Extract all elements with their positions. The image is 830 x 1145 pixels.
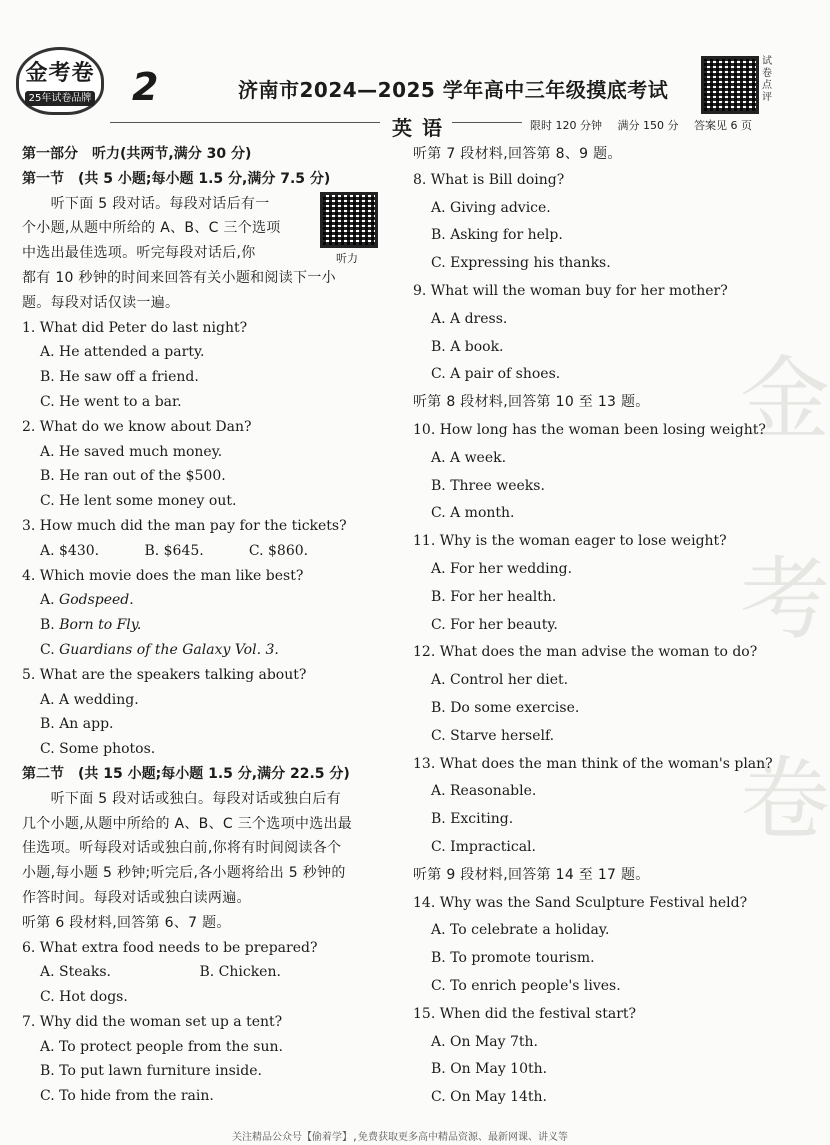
option[interactable]: C. To hide from the rain. — [40, 1088, 214, 1105]
option[interactable]: B. To put lawn furniture inside. — [40, 1063, 262, 1080]
question-5: 5. What are the speakers talking about? — [22, 666, 307, 683]
logo-text: 金考卷 — [25, 60, 95, 86]
option[interactable]: B. Do some exercise. — [431, 699, 580, 716]
right-column — [413, 142, 830, 1112]
option-row — [22, 960, 392, 985]
option[interactable]: A. Control her diet. — [431, 672, 569, 689]
option-text: Godspeed. — [59, 592, 134, 609]
option[interactable]: A. A wedding. — [40, 691, 139, 708]
listening-qr-label: 听力 — [336, 252, 358, 265]
logo-badge: 25年试卷品牌 — [25, 91, 95, 106]
option[interactable]: A. For her wedding. — [431, 560, 573, 577]
header-divider-right — [452, 122, 522, 123]
option[interactable]: B. Exciting. — [431, 811, 514, 828]
option[interactable]: B. On May 10th. — [431, 1061, 548, 1078]
instruction-line: 作答时间。每段对话或独白读两遍。 — [22, 889, 251, 906]
option[interactable]: C. A pair of shoes. — [431, 366, 561, 383]
question-8: 8. What is Bill doing? — [413, 171, 565, 188]
option[interactable]: B. Three weeks. — [431, 477, 545, 494]
instruction-line: 题。每段对话仅读一遍。 — [22, 294, 180, 311]
instruction-line: 中选出最佳选项。听完每段对话后,你 — [22, 245, 256, 262]
instruction-line: 都有 10 秒钟的时间来回答有关小题和阅读下一小 — [22, 269, 336, 286]
option-text: Born to Fly. — [59, 617, 142, 634]
option[interactable]: B. To promote tourism. — [431, 950, 595, 967]
option-letter: C. — [40, 641, 60, 658]
option[interactable] — [22, 588, 392, 613]
option[interactable]: A. $430. — [40, 542, 100, 559]
question-3: 3. How much did the man pay for the tickets? — [22, 517, 347, 534]
option[interactable]: C. He went to a bar. — [40, 393, 182, 410]
left-column — [22, 142, 392, 1109]
option[interactable]: B. For her health. — [431, 588, 557, 605]
review-qr-code-icon[interactable] — [701, 56, 759, 114]
option[interactable]: A. To celebrate a holiday. — [431, 922, 610, 939]
option[interactable]: C. A month. — [431, 505, 515, 522]
option[interactable]: A. On May 7th. — [431, 1033, 538, 1050]
paper-number: 2 — [132, 65, 159, 109]
option[interactable]: C. To enrich people's lives. — [431, 977, 621, 994]
option[interactable]: C. Hot dogs. — [40, 989, 128, 1006]
option[interactable]: B. Asking for help. — [431, 227, 563, 244]
option[interactable]: B. He ran out of the $500. — [40, 468, 226, 485]
option[interactable]: C. Expressing his thanks. — [431, 255, 611, 272]
brand-logo — [16, 47, 104, 115]
segment-heading: 听第 9 段材料,回答第 14 至 17 题。 — [413, 866, 650, 883]
option[interactable]: C. Starve herself. — [431, 727, 555, 744]
segment-heading: 听第 7 段材料,回答第 8、9 题。 — [413, 146, 622, 162]
full-score: 满分 150 分 — [617, 119, 679, 132]
question-10: 10. How long has the woman been losing weight? — [413, 421, 766, 438]
question-14: 14. Why was the Sand Sculpture Festival held? — [413, 894, 748, 911]
option[interactable]: C. Some photos. — [40, 741, 156, 758]
instruction-line: 个小题,从题中所给的 A、B、C 三个选项 — [22, 220, 281, 237]
instruction-line: 几个小题,从题中所给的 A、B、C 三个选项中选出最 — [22, 815, 353, 832]
question-6: 6. What extra food needs to be prepared? — [22, 939, 318, 956]
instruction-line: 听下面 5 段对话。每段对话后有一 — [22, 195, 270, 212]
option[interactable] — [22, 638, 392, 663]
question-7: 7. Why did the woman set up a tent? — [22, 1013, 283, 1030]
instruction-line: 听下面 5 段对话或独白。每段对话或独白后有 — [22, 790, 342, 807]
option[interactable]: C. $860. — [248, 542, 309, 559]
option-row — [22, 539, 392, 564]
question-4: 4. Which movie does the man like best? — [22, 567, 304, 584]
option[interactable]: B. $645. — [144, 542, 204, 559]
option[interactable]: A. He saved much money. — [40, 443, 223, 460]
exam-meta — [530, 117, 764, 133]
option[interactable]: A. A week. — [431, 449, 507, 466]
option-text: Guardians of the Galaxy Vol. 3. — [59, 641, 279, 658]
option[interactable]: A. He attended a party. — [40, 344, 205, 361]
option[interactable]: C. For her beauty. — [431, 616, 558, 633]
exam-title: 济南市2024—2025 学年高中三年级摸底考试 — [238, 78, 669, 102]
option-letter: A. — [40, 592, 60, 609]
option[interactable]: B. An app. — [40, 716, 114, 733]
listening-qr-code-icon[interactable] — [320, 192, 378, 248]
part-heading: 第一部分 听力(共两节,满分 30 分) — [22, 146, 252, 162]
option[interactable] — [22, 613, 392, 638]
answer-reference: 答案见 6 页 — [694, 119, 752, 132]
qr-side-label: 试卷点评 — [762, 56, 772, 103]
option[interactable]: C. He lent some money out. — [40, 493, 237, 510]
section1-heading: 第一节 (共 5 小题;每小题 1.5 分,满分 7.5 分) — [22, 170, 331, 187]
option[interactable]: A. Steaks. — [40, 964, 111, 981]
question-15: 15. When did the festival start? — [413, 1005, 637, 1022]
question-2: 2. What do we know about Dan? — [22, 418, 252, 435]
time-limit: 限时 120 分钟 — [530, 119, 602, 132]
option[interactable]: B. A book. — [431, 338, 504, 355]
segment-heading: 听第 8 段材料,回答第 10 至 13 题。 — [413, 394, 650, 411]
option[interactable]: C. On May 14th. — [431, 1089, 548, 1106]
instruction-line: 小题,每小题 5 秒钟;听完后,各小题将给出 5 秒钟的 — [22, 865, 346, 882]
question-13: 13. What does the man think of the woman's plan? — [413, 755, 773, 772]
option[interactable]: B. He saw off a friend. — [40, 369, 199, 386]
question-9: 9. What will the woman buy for her mother? — [413, 282, 728, 299]
option[interactable]: A. A dress. — [431, 310, 508, 327]
option[interactable]: B. Chicken. — [199, 964, 281, 981]
option-letter: B. — [40, 617, 60, 634]
section2-heading: 第二节 (共 15 小题;每小题 1.5 分,满分 22.5 分) — [22, 765, 350, 782]
segment-heading: 听第 6 段材料,回答第 6、7 题。 — [22, 914, 231, 931]
header-divider-left — [110, 122, 380, 123]
option[interactable]: A. Reasonable. — [431, 783, 537, 800]
option[interactable]: C. Impractical. — [431, 838, 536, 855]
watermark: 金考卷 — [740, 347, 830, 852]
option[interactable]: A. To protect people from the sun. — [40, 1038, 283, 1055]
instruction-line: 佳选项。听每段对话或独白前,你将有时间阅读各个 — [22, 840, 342, 857]
option[interactable]: A. Giving advice. — [431, 199, 551, 216]
page-footer: 关注精品公众号【偷着学】,免费获取更多高中精品资源、最新网课、讲义等 — [231, 1132, 569, 1143]
question-11: 11. Why is the woman eager to lose weight? — [413, 533, 727, 550]
question-1: 1. What did Peter do last night? — [22, 319, 248, 336]
page-header — [0, 0, 800, 140]
question-12: 12. What does the man advise the woman to do? — [413, 644, 758, 661]
subject-title: 英语 — [392, 116, 452, 140]
